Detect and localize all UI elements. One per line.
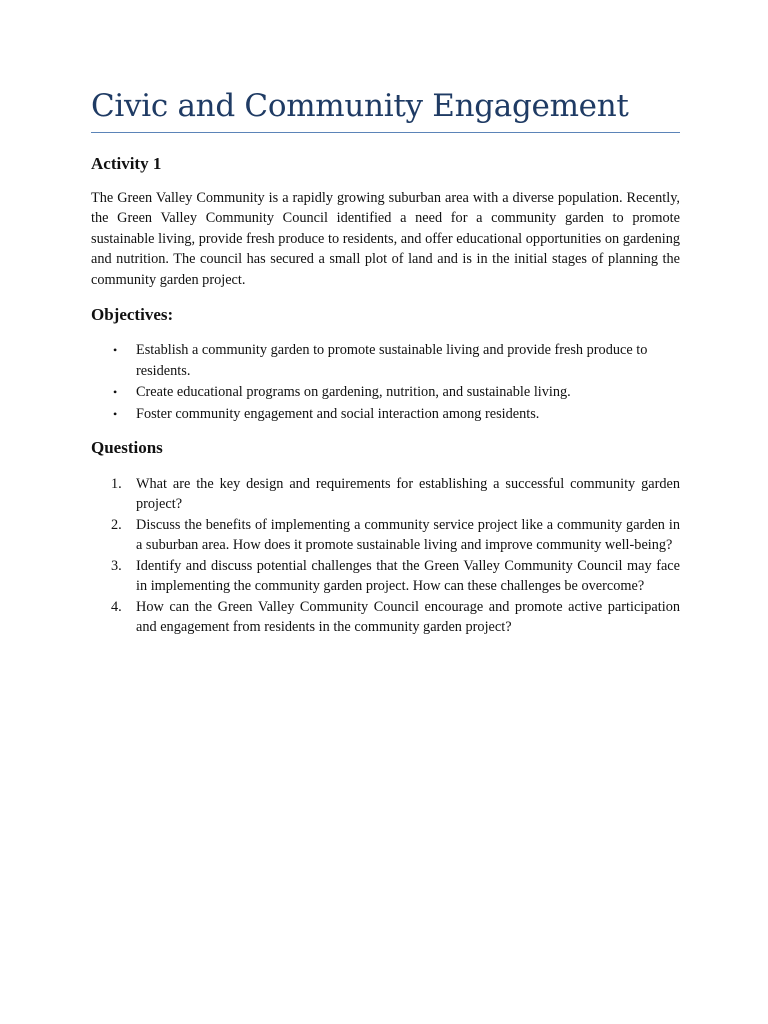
activity-paragraph: The Green Valley Community is a rapidly growing suburban area with a diverse population. Recently, the Green Valley Community Council identified a need for a community garden to promote sustainable living, provide fresh produce to residents, and offer educational opportunities on gardening and nutrition. The council has secured a small plot of land and is in the initial stages of planning the community garden project. — [91, 189, 680, 288]
question-item — [91, 515, 680, 556]
question-text: Identify and discuss potential challenges that the Green Valley Community Council may face in implementing the community garden project. How can these challenges be overcome? — [136, 557, 680, 595]
bullet-icon: • — [113, 385, 118, 400]
question-number: 2. — [111, 516, 122, 533]
objective-text: Establish a community garden to promote sustainable living and provide fresh produce to residents. — [136, 342, 648, 379]
questions-heading: Questions — [91, 438, 163, 458]
question-text: How can the Green Valley Community Council encourage and promote active participation and engagement from residents in the community garden project? — [136, 598, 680, 636]
bullet-icon: • — [113, 343, 118, 358]
document-title: Civic and Community Engagement — [91, 88, 680, 133]
objectives-list — [91, 340, 680, 424]
question-number: 4. — [111, 598, 122, 615]
objective-item — [91, 382, 680, 403]
objective-text: Foster community engagement and social interaction among residents. — [136, 405, 540, 422]
question-item — [91, 556, 680, 597]
questions-list — [91, 474, 680, 638]
question-text: What are the key design and requirements for establishing a successful community garden project? — [136, 475, 680, 513]
bullet-icon: • — [113, 406, 118, 421]
question-item — [91, 474, 680, 515]
question-number: 3. — [111, 557, 122, 574]
question-number: 1. — [111, 475, 122, 492]
question-item — [91, 597, 680, 638]
objectives-heading: Objectives: — [91, 305, 174, 325]
question-text: Discuss the benefits of implementing a community service project like a community garden in a suburban area. How does it promote sustainable living and improve community well-being? — [136, 516, 680, 554]
objective-item — [91, 404, 680, 425]
activity-heading: Activity 1 — [91, 154, 162, 174]
document-page — [91, 88, 680, 638]
objective-text: Create educational programs on gardening, nutrition, and sustainable living. — [136, 384, 571, 401]
objective-item — [91, 340, 680, 381]
